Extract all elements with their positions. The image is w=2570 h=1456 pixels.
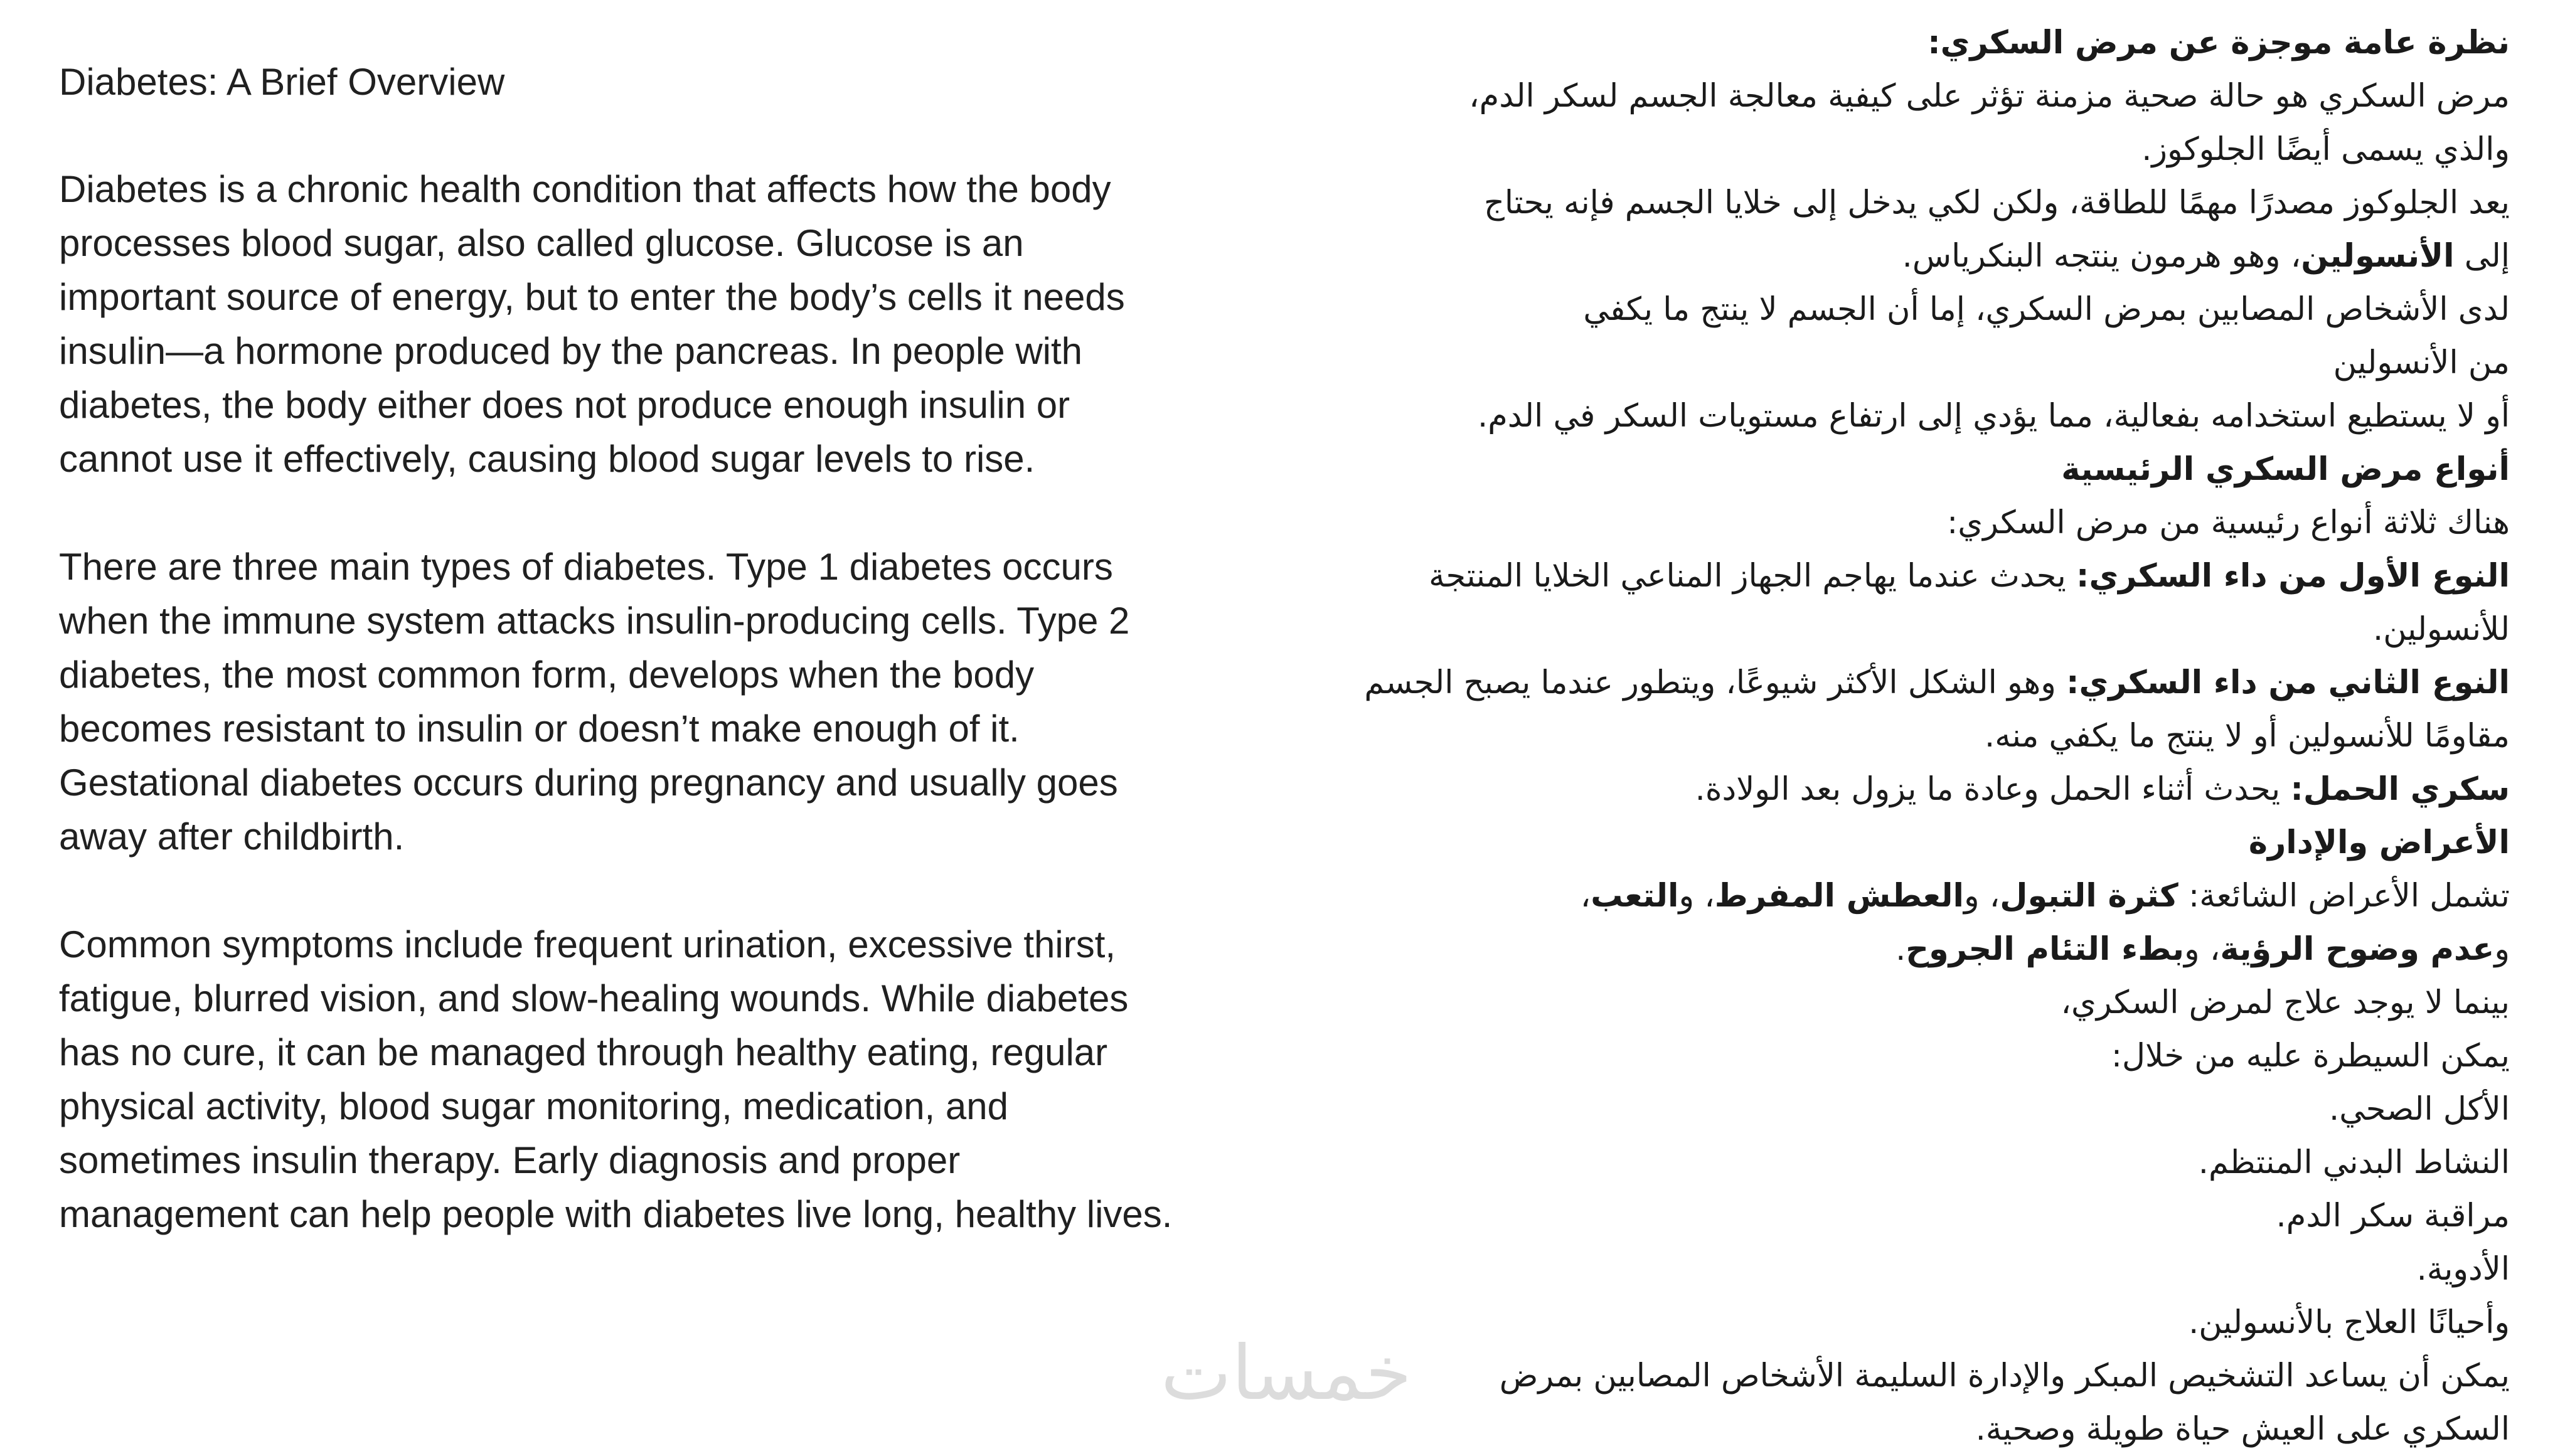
arabic-type2-text: وهو الشكل الأكثر شيوعًا، ويتطور عندما يصبح الجسم bbox=[1364, 664, 2067, 701]
english-title: Diabetes: A Brief Overview bbox=[59, 61, 505, 103]
arabic-glucose-post: ، وهو هرمون ينتجه البنكرياس. bbox=[1902, 238, 2301, 275]
arabic-types-intro: هناك ثلاثة أنواع رئيسية من مرض السكري: bbox=[1947, 504, 2510, 541]
arabic-types-heading: أنواع مرض السكري الرئيسية bbox=[2061, 451, 2510, 488]
arabic-glucose-pre: إلى bbox=[2454, 238, 2510, 275]
arabic-manage-item: الأكل الصحي. bbox=[2329, 1091, 2510, 1128]
arabic-symptom-wounds: بطء التئام الجروح bbox=[1906, 931, 2184, 968]
arabic-people-line-2: من الأنسولين bbox=[2333, 344, 2510, 381]
arabic-type2-label: النوع الثاني من داء السكري: bbox=[2066, 664, 2510, 701]
arabic-closing-line-2: السكري على العيش حياة طويلة وصحية. bbox=[1975, 1411, 2510, 1448]
arabic-symptom-urination: كثرة التبول bbox=[2000, 878, 2178, 915]
arabic-glucose-line-1: يعد الجلوكوز مصدرًا مهمًا للطاقة، ولكن لكي يدخل إلى خلايا الجسم فإنه يحتاج bbox=[1483, 184, 2510, 221]
arabic-type1-label: النوع الأول من داء السكري: bbox=[2076, 558, 2510, 595]
arabic-symptom-sep-4: ، و bbox=[2184, 931, 2221, 968]
arabic-type2-line-2: مقاومًا للأنسولين أو لا ينتج ما يكفي منه. bbox=[1985, 718, 2510, 755]
arabic-symptoms-heading: الأعراض والإدارة bbox=[2248, 824, 2510, 861]
arabic-type1-line-1 bbox=[1318, 550, 2510, 603]
arabic-insulin-bold: الأنسولين bbox=[2301, 238, 2455, 275]
arabic-symptom-vision: عدم وضوح الرؤية bbox=[2220, 931, 2495, 968]
arabic-manage-item: وأحيانًا العلاج بالأنسولين. bbox=[2189, 1304, 2510, 1341]
arabic-column bbox=[1318, 16, 2510, 1456]
arabic-intro-line-1: مرض السكري هو حالة صحية مزمنة تؤثر على كيفية معالجة الجسم لسكر الدم، bbox=[1469, 78, 2510, 115]
arabic-symptom-sep-3: ، bbox=[1580, 878, 1591, 915]
arabic-closing-line-1: يمكن أن يساعد التشخيص المبكر والإدارة السليمة الأشخاص المصابين بمرض bbox=[1499, 1358, 2510, 1395]
arabic-nocure-line-2: يمكن السيطرة عليه من خلال: bbox=[2111, 1038, 2510, 1075]
arabic-symptoms-line-1 bbox=[1318, 869, 2510, 923]
arabic-nocure-line-1: بينما لا يوجد علاج لمرض السكري، bbox=[2061, 984, 2510, 1021]
arabic-symptom-sep-2: ، و bbox=[1678, 878, 1715, 915]
arabic-people-line-3: أو لا يستطيع استخدامه بفعالية، مما يؤدي إلى ارتفاع مستويات السكر في الدم. bbox=[1478, 398, 2510, 435]
english-paragraph-symptoms: Common symptoms include frequent urination, excessive thirst, fatigue, blurred vision, and slow-healing wounds. While diabetes has no cure, it can be managed through healthy eating, regular physical activity, blood sugar monitoring, medication, and sometimes insulin therapy. Early diagnosis and proper management can help people with diabetes live long, healthy lives. bbox=[59, 923, 1173, 1235]
arabic-title: نظرة عامة موجزة عن مرض السكري: bbox=[1928, 24, 2510, 61]
english-paragraph-overview: Diabetes is a chronic health condition that affects how the body processes blood sugar, also called glucose. Glucose is an important source of energy, but to enter the body’s cells it needs insulin—a hormone produced by the pancreas. In people with diabetes, the body either does not produce enough insulin or cannot use it effectively, causing blood sugar levels to rise. bbox=[59, 168, 1125, 480]
arabic-symptom-sep-1: ، و bbox=[1963, 878, 2000, 915]
arabic-manage-item: مراقبة سكر الدم. bbox=[2276, 1198, 2510, 1235]
arabic-symptoms-line-2 bbox=[1318, 923, 2510, 976]
arabic-type1-text: يحدث عندما يهاجم الجهاز المناعي الخلايا المنتجة bbox=[1429, 558, 2077, 595]
arabic-symptom-sep-5: . bbox=[1896, 931, 1906, 968]
arabic-symptoms-pre-2: و bbox=[2494, 931, 2510, 968]
arabic-glucose-line-2 bbox=[1318, 230, 2510, 283]
arabic-gestational-text: يحدث أثناء الحمل وعادة ما يزول بعد الولادة. bbox=[1695, 771, 2291, 808]
arabic-type2-line-1 bbox=[1318, 656, 2510, 709]
arabic-type1-line-2: للأنسولين. bbox=[2373, 611, 2510, 648]
arabic-symptoms-pre: تشمل الأعراض الشائعة: bbox=[2178, 878, 2510, 915]
arabic-manage-item: النشاط البدني المنتظم. bbox=[2198, 1144, 2510, 1181]
arabic-gestational-line bbox=[1318, 763, 2510, 816]
english-column bbox=[59, 55, 1301, 1295]
english-paragraph-types: There are three main types of diabetes. Type 1 diabetes occurs when the immune system attacks insulin-producing cells. Type 2 diabetes, the most common form, develops when the body becomes resistant to insulin or doesn’t make enough of it. Gestational diabetes occurs during pregnancy and usually goes away after childbirth. bbox=[59, 546, 1130, 858]
watermark-logo: خمسات bbox=[1160, 1330, 1412, 1417]
arabic-symptom-thirst: العطش المفرط bbox=[1714, 878, 1964, 915]
arabic-people-line-1: لدى الأشخاص المصابين بمرض السكري، إما أن الجسم لا ينتج ما يكفي bbox=[1583, 291, 2510, 328]
arabic-manage-item: الأدوية. bbox=[2416, 1251, 2510, 1288]
arabic-symptom-fatigue: التعب bbox=[1591, 878, 1679, 915]
arabic-gestational-label: سكري الحمل: bbox=[2290, 771, 2510, 808]
arabic-intro-line-2: والذي يسمى أيضًا الجلوكوز. bbox=[2141, 131, 2510, 168]
